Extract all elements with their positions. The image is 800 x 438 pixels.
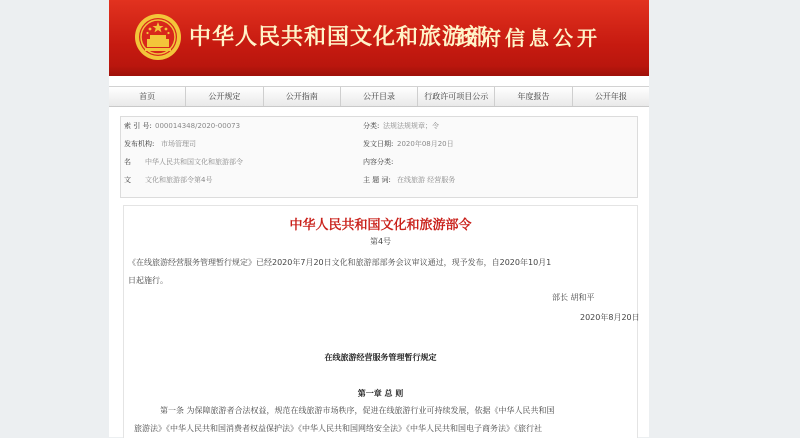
name-label: 名 [124,158,131,166]
docnum-value: 文化和旅游部令第4号 [145,176,213,184]
main-nav [109,86,649,107]
ministry-title: 中华人民共和国文化和旅游部 [189,25,489,50]
document-number: 第4号 [369,237,392,246]
document-body [123,205,638,438]
document-metadata [120,116,638,198]
nav-item-licensing[interactable]: 行政许可项目公示 [418,87,495,106]
issuer-value: 市场管理司 [161,140,196,148]
meta-row [121,136,637,153]
site-banner [109,0,649,76]
meta-row [121,172,637,189]
document-title: 中华人民共和国文化和旅游部令 [289,218,472,233]
signature-name: 部长 胡和平 [552,293,595,302]
nav-item-annual-report[interactable]: 年度报告 [495,87,572,106]
keywords-label: 主 题 词: [363,176,391,184]
nav-item-rules[interactable]: 公开规定 [186,87,263,106]
regulation-title: 在线旅游经营服务管理暂行规定 [324,353,437,362]
date-value: 2020年08月20日 [397,140,454,148]
banner-subtitle: 政府信息公开 [457,26,601,50]
paragraph-line: 《在线旅游经营服务管理暂行规定》已经2020年7月20日文化和旅游部部务会议审议通过，现予发布，自2020年10月1 [128,258,552,267]
category-label: 分类: [363,122,380,130]
paragraph-line: 日起施行。 [128,276,168,285]
meta-row [121,118,637,135]
category-value: 法规法规规章；令 [383,122,439,130]
nav-item-public-yearbook[interactable]: 公开年报 [594,92,627,101]
nav-item-catalog[interactable]: 公开目录 [341,87,418,106]
nav-item-guide[interactable]: 公开指南 [264,87,341,106]
keywords-value: 在线旅游 经营服务 [397,176,456,184]
nav-item-home[interactable]: 首页 [109,87,186,106]
index-label: 索 引 号: [124,122,152,130]
article-line: 旅游法》《中华人民共和国消费者权益保护法》《中华人民共和国网络安全法》《中华人民共和国电子商务法》《旅行社 [134,424,542,433]
topic-label: 内容分类: [363,158,394,166]
name-value: 中华人民共和国文化和旅游部令 [145,158,243,166]
signature-date: 2020年8月20日 [580,313,640,322]
docnum-label: 文 [124,176,131,184]
issuer-label: 发布机构: [124,140,155,148]
national-emblem-icon [133,12,183,62]
meta-row [121,154,637,171]
date-label: 发文日期: [363,140,394,148]
article-line: 第一条 为保障旅游者合法权益，规范在线旅游市场秩序，促进在线旅游行业可持续发展，依据《中华人民共和国 [160,406,555,415]
chapter-heading: 第一章 总 则 [357,389,404,398]
index-value: 000014348/2020-00073 [155,122,241,130]
